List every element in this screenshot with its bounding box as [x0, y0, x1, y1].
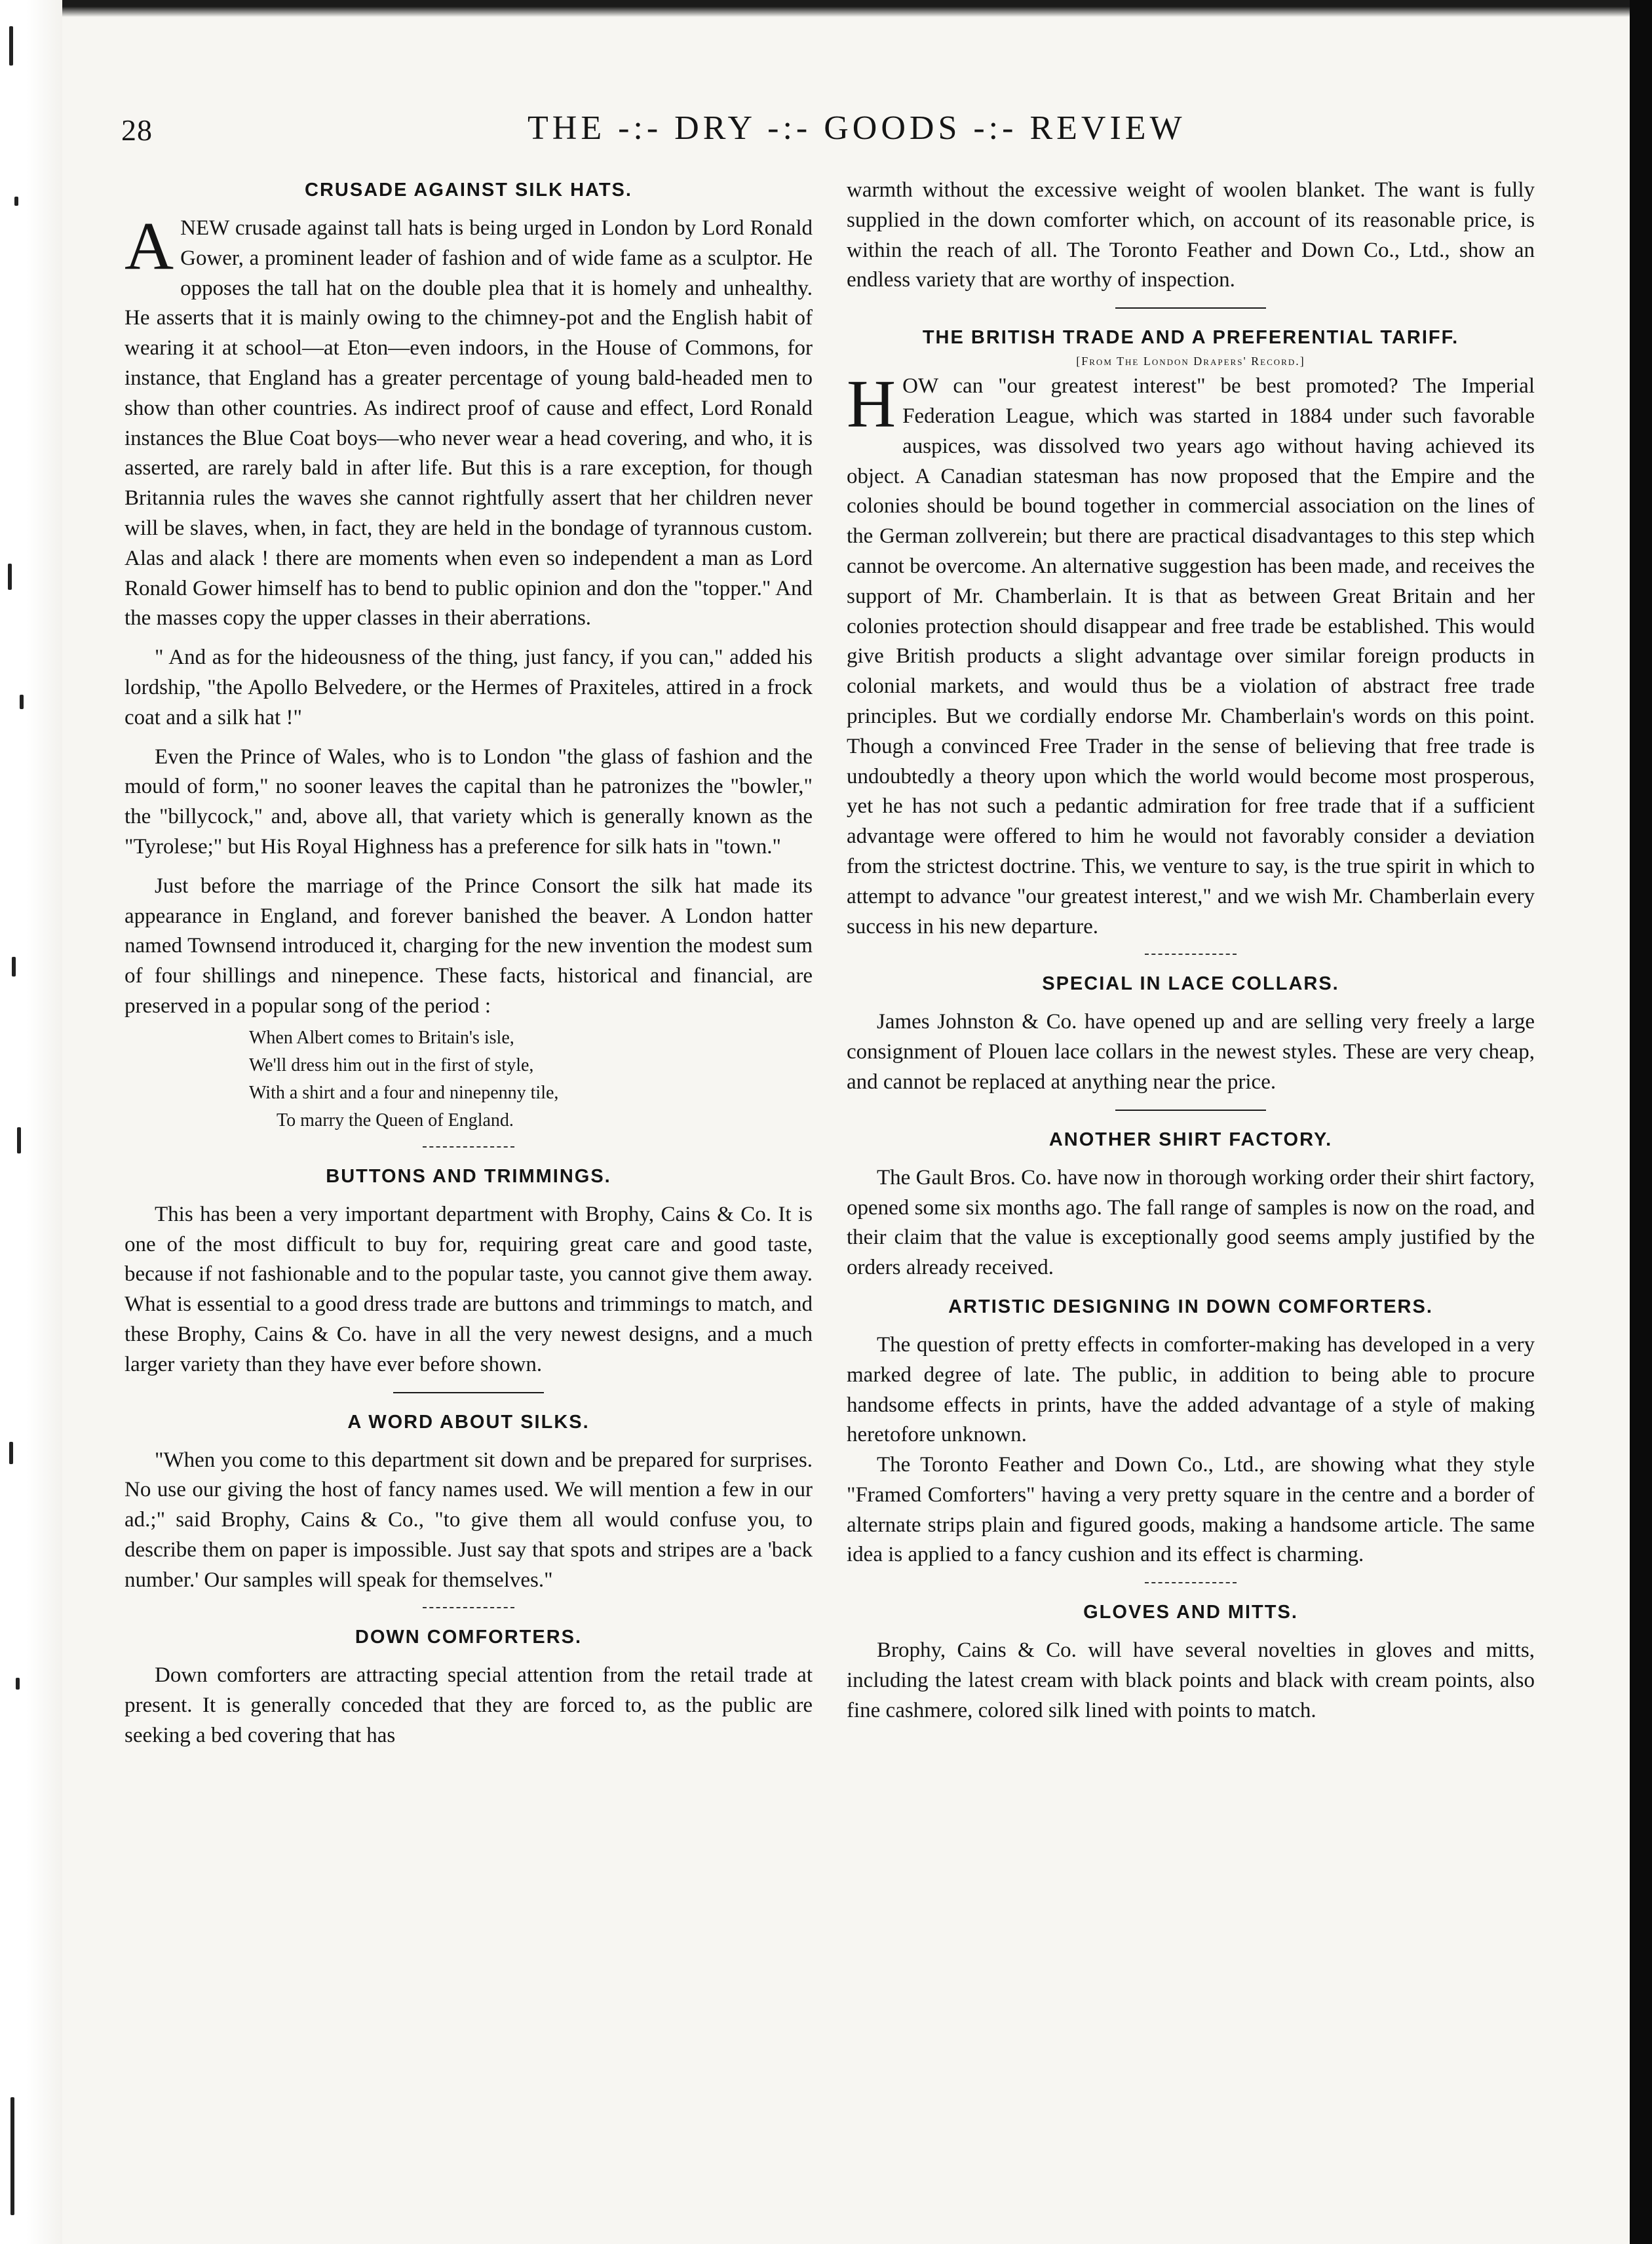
article-title: ARTISTIC DESIGNING IN DOWN COMFORTERS.: [948, 1296, 1433, 1317]
verse-line: We'll dress him out in the first of style,: [249, 1054, 534, 1075]
article-paragraph: HOW can "our greatest interest" be best promoted? The Imperial Federation League, which was started in 1884 under such favorable auspices, was dissolved two years ago without having achieved its object. A Canadian statesman has now proposed that the Empire and the colonies should be bound together in commercial association on the lines of the German zollverein; but there are practical disadvantages to this step which cannot be overcome. An alternative suggestion has been made, and receives the support of Mr. Chamberlain. It is that as between Great Britain and her colonies protection should disappear and free trade be established. This would give British products a slight advantage over similar foreign products in colonial markets, and would thus be a violation of abstract free trade principles. But we cordially endorse Mr. Chamberlain's words on this point. Though a convinced Free Trader in the sense of believing that free trade is undoubtedly a theory upon which the world would become most prosperous, yet he has not such a pedantic admiration for free trade that if a sufficient advantage were offered to him he would not favorably consider a deviation from the strictest doctrine. This, we venture to say, is the true spirit in which to attempt to advance "our greatest interest," and we wish Mr. Chamberlain every success in his new departure.: [847, 366, 1535, 938]
article-paragraph: ANEW crusade against tall hats is being urged in London by Lord Ronald Gower, a prominent leader of fashion and of wide fame as a sculptor. He opposes the tall hat on the double plea that it is homely and unhealthy. He asserts that it is mainly owing to the chimney-pot and the English habit of wearing it at school—at Eton—even indoors, in the House of Commons, for instance, that England has a greater percentage of young bald-headed men to show than other countries. As indirect proof of cause and effect, Lord Ronald instances the Blue Coat boys—who never wear a head covering, and who, it is asserted, are rarely bald in after life. But this is a rare exception, for though Britannia rules the waves she cannot rightfully assert that her children never will be slaves, when, in fact, they are held in the bondage of tyrannous custom. Alas and alack ! there are moments when even so independent a man as Lord Ronald Gower himself has to bend to public opinion and don the "topper." And the masses copy the upper classes in their aberrations.: [125, 208, 813, 630]
article-paragraph: Down comforters are attracting special attention from the retail trade at present. It is generally conceded that they are forced to, as the public are seeking a bed covering that has: [125, 1663, 813, 1748]
page-header: [121, 109, 1537, 159]
verse-line: With a shirt and a four and ninepenny tile,: [249, 1082, 559, 1103]
article-title: THE BRITISH TRADE AND A PREFERENTIAL TARIFF.: [922, 327, 1459, 349]
article-paragraph: James Johnston & Co. have opened up and are selling very freely a large consignment of Plouen lace collars in the newest styles. These are very cheap, and cannot be replaced at anything near the price.: [847, 1010, 1535, 1094]
article-paragraph: Even the Prince of Wales, who is to London "the glass of fashion and the mould of form," no sooner leaves the capital than he patronizes the "bowler," the "billycock," and, above all, that variety which is generally known as the "Tyrolese;" but His Royal Highness has a preference for silk hats in "town.": [125, 745, 813, 859]
article-paragraph: "When you come to this department sit down and be prepared for surprises. No use our giving the host of fancy names used. We will mention a few in our ad.;" said Brophy, Cains & Co., "to give them all would confuse you, to describe them on paper is impossible. Just say that spots and stripes are a 'back number.' Our samples will speak for themselves.": [125, 1448, 813, 1592]
section-divider: [1115, 307, 1266, 309]
page-number: 28: [121, 113, 153, 147]
article-title: ANOTHER SHIRT FACTORY.: [1048, 1129, 1333, 1150]
article-title: DOWN COMFORTERS.: [355, 1627, 583, 1648]
scan-shadow-left: [0, 0, 62, 2244]
article-title: CRUSADE AGAINST SILK HATS.: [305, 180, 632, 201]
running-head: THE -:- DRY -:- GOODS -:- REVIEW: [528, 109, 1186, 147]
section-divider: [423, 1146, 514, 1148]
article-title: GLOVES AND MITTS.: [1083, 1602, 1298, 1623]
article-paragraph: The question of pretty effects in comforter-making has developed in a very marked degree of late. The public, in addition to being able to procure handsome effects in prints, have the added advantage of a style of making heretofore unknown.: [847, 1332, 1535, 1447]
section-divider: [423, 1607, 514, 1608]
article-paragraph: This has been a very important department with Brophy, Cains & Co. It is one of the most difficult to buy for, requiring great care and good taste, because if not fashionable and to the popular taste, you cannot give them away. What is essential to a good dress trade are buttons and trimmings to match, and these Brophy, Cains & Co. have in all the very newest designs, and a much larger variety than they have ever before shown.: [125, 1202, 813, 1376]
section-divider: [1145, 954, 1237, 955]
verse-line: When Albert comes to Britain's isle,: [249, 1027, 514, 1048]
drop-cap: A: [125, 208, 174, 284]
section-divider: [1145, 1582, 1237, 1583]
left-column: [125, 176, 813, 1751]
section-divider: [1115, 1110, 1266, 1111]
scan-shadow-right: [1630, 0, 1652, 2244]
article-paragraph: The Toronto Feather and Down Co., Ltd., are showing what they style "Framed Comforters" having a very pretty square in the centre and a border of alternate strips plain and figured goods, making a handsome article. The same idea is applied to a fancy cushion and its effect is charming.: [847, 1453, 1535, 1567]
article-paragraph: The Gault Bros. Co. have now in thorough working order their shirt factory, opened some six months ago. The fall range of samples is now on the road, and their claim that the value is exceptionally good seems amply justified by the orders already received.: [847, 1165, 1535, 1280]
scan-shadow-top: [62, 0, 1630, 17]
song-verse: [125, 1024, 813, 1134]
drop-cap: H: [847, 366, 896, 442]
article-title: BUTTONS AND TRIMMINGS.: [326, 1165, 611, 1187]
article-source: [From The London Drapers' Record.]: [1076, 355, 1305, 368]
article-paragraph: Just before the marriage of the Prince Consort the silk hat made its appearance in England, and forever banished the beaver. A London hatter named Townsend introduced it, charging for the new invention the modest sum of four shillings and ninepence. These facts, historical and financial, are preserved in a popular song of the period :: [125, 874, 813, 1018]
article-title: SPECIAL IN LACE COLLARS.: [1042, 973, 1339, 995]
article-title: A WORD ABOUT SILKS.: [347, 1411, 590, 1433]
section-divider: [393, 1392, 544, 1393]
article-paragraph: Brophy, Cains & Co. will have several novelties in gloves and mitts, including the latest cream with black points and black with cream points, also fine cashmere, colored silk lined with points to match.: [847, 1638, 1535, 1722]
article-paragraph: warmth without the excessive weight of woolen blanket. The want is fully supplied in the down comforter which, on account of its reasonable price, is within the reach of all. The Toronto Feather and Down Co., Ltd., show an endless variety that are worthy of inspection.: [847, 178, 1535, 292]
article-paragraph: " And as for the hideousness of the thing, just fancy, if you can," added his lordship, "the Apollo Belvedere, or the Hermes of Praxiteles, attired in a frock coat and a silk hat !": [125, 646, 813, 729]
verse-line: To marry the Queen of England.: [277, 1110, 514, 1131]
right-column: [847, 176, 1535, 1726]
